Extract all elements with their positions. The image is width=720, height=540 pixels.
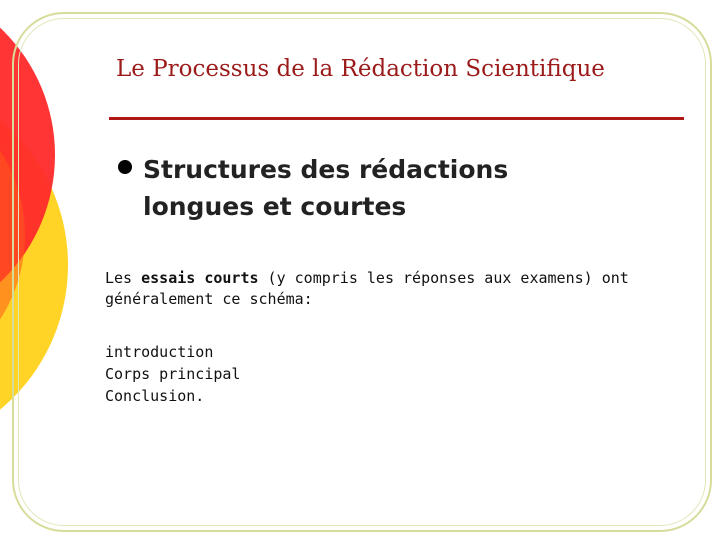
title-underline (109, 117, 684, 120)
paragraph-lead: Les (105, 269, 142, 287)
outline-item: introduction (105, 343, 214, 361)
body-paragraph (105, 268, 685, 310)
bullet-dot-icon (118, 160, 132, 174)
bullet-text: Structures des rédactions longues et courtes (143, 155, 509, 221)
paragraph-tail: (y compris les réponses aux examens) ont généralement ce schéma: (105, 269, 629, 308)
slide-title: Le Processus de la Rédaction Scientifique (116, 56, 605, 82)
essay-outline (105, 341, 405, 407)
outline-item: Conclusion. (105, 387, 205, 405)
paragraph-emphasis: essais courts (141, 269, 259, 287)
outline-item: Corps principal (105, 365, 241, 383)
